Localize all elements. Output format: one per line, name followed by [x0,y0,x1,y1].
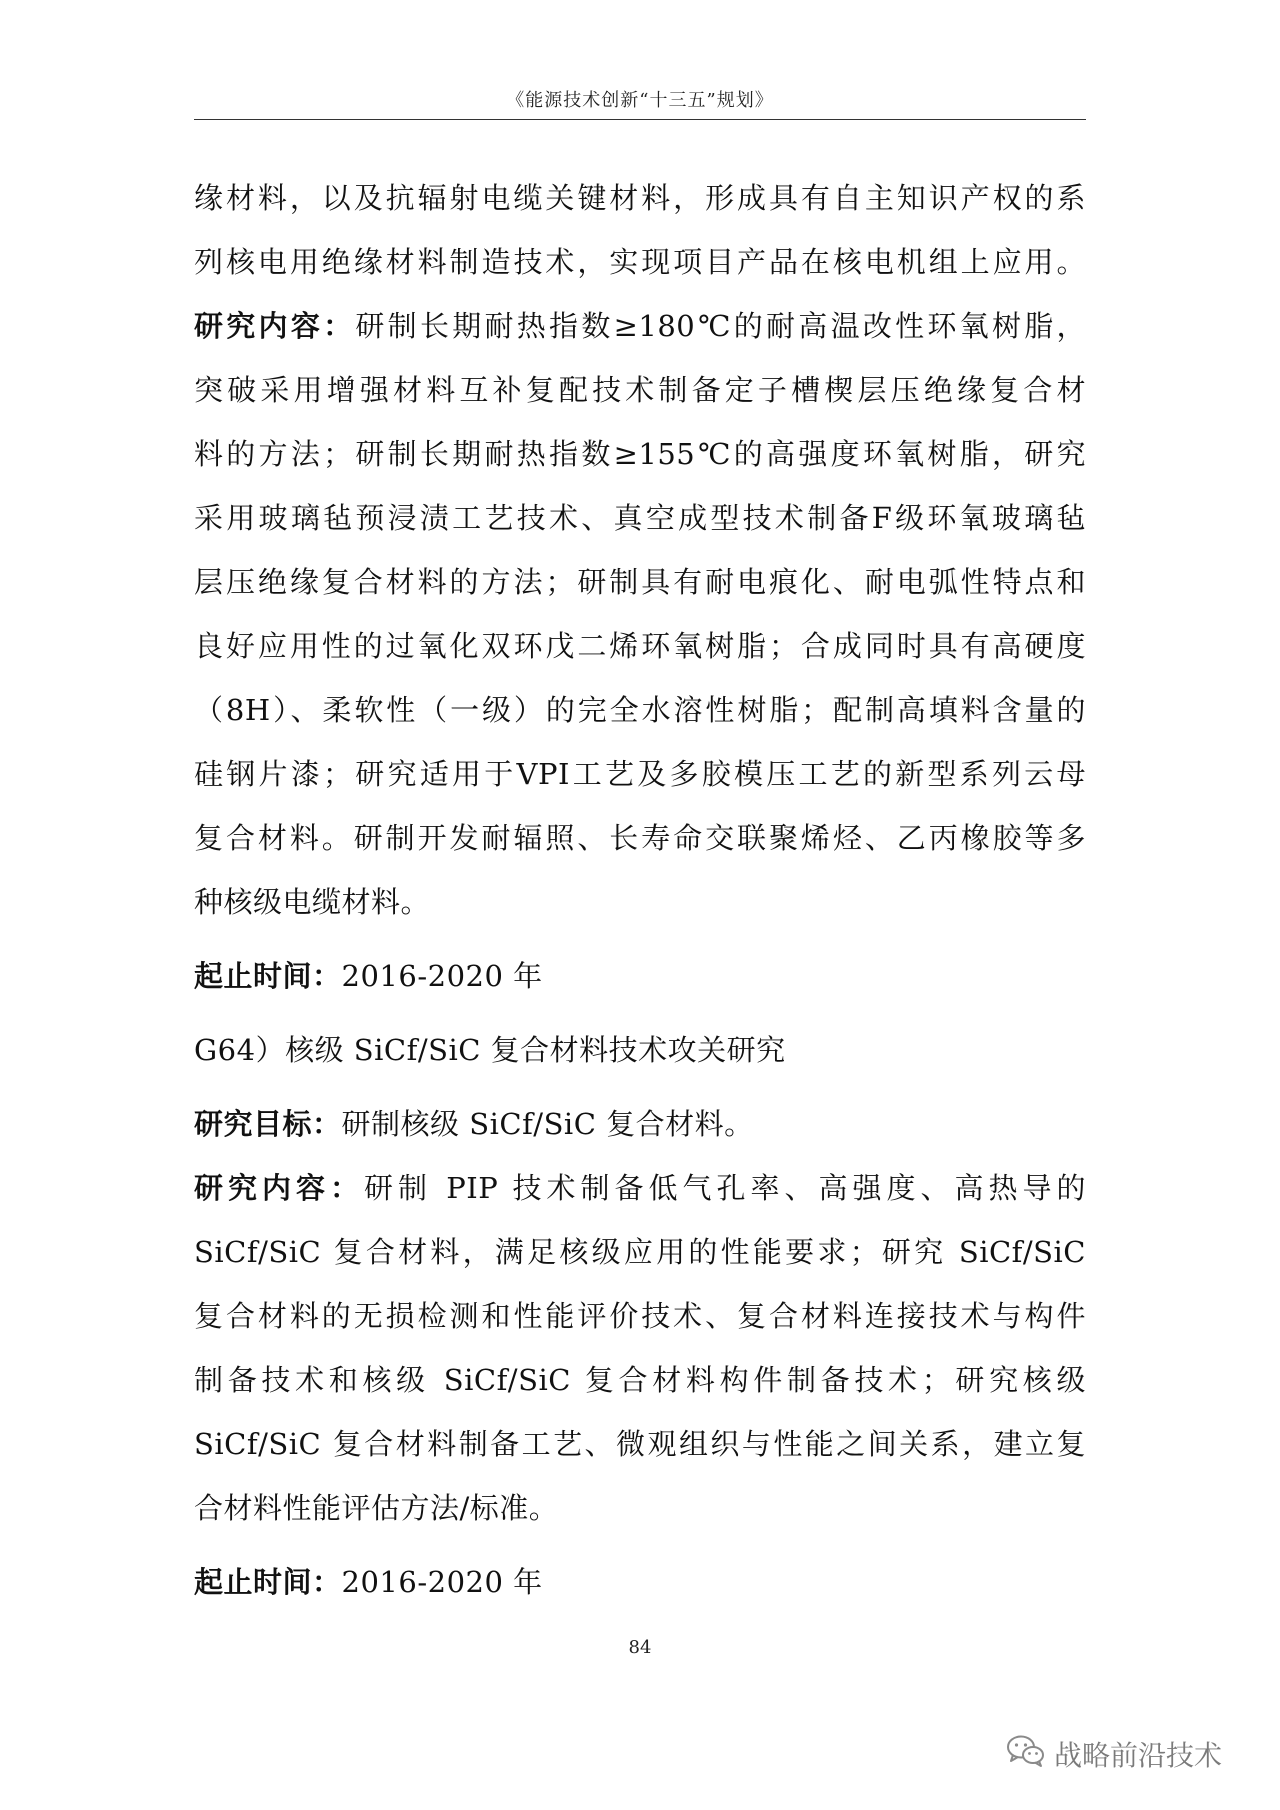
text-line: 研究目标：研制核级 SiCf/SiC 复合材料。 [194,1107,754,1141]
text-line: 研究内容：研制长期耐热指数≥180℃的耐高温改性环氧树脂， [194,309,1086,343]
text-line: 列核电用绝缘材料制造技术，实现项目产品在核电机组上应用。 [194,245,1086,279]
text-line: 复合材料的无损检测和性能评价技术、复合材料连接技术与构件 [194,1299,1086,1333]
text-line: 制备技术和核级 SiCf/SiC 复合材料构件制备技术；研究核级 [194,1363,1086,1397]
body-text [194,166,1086,1614]
text-line: 缘材料，以及抗辐射电缆关键材料，形成具有自主知识产权的系 [194,181,1086,215]
text-line: 料的方法；研制长期耐热指数≥155℃的高强度环氧树脂，研究 [194,437,1086,471]
running-header: 《能源技术创新“十三五”规划》 [506,90,774,111]
wechat-icon [1006,1734,1046,1775]
section-label: 起止时间： [194,1565,342,1599]
text-line: 突破采用增强材料互补复配技术制备定子槽楔层压绝缘复合材 [194,373,1086,407]
header-divider [194,119,1086,120]
project-heading: G64）核级 SiCf/SiC 复合材料技术攻关研究 [194,1033,786,1067]
text-line: 研究内容：研制 PIP 技术制备低气孔率、高强度、高热导的 [194,1171,1086,1205]
text-line: SiCf/SiC 复合材料，满足核级应用的性能要求；研究 SiCf/SiC [194,1235,1086,1269]
text-line: 合材料性能评估方法/标准。 [194,1491,559,1525]
section-label: 起止时间： [194,959,342,993]
section-label: 研究内容： [194,309,356,343]
text-line: （8H）、柔软性（一级）的完全水溶性树脂；配制高填料含量的 [194,693,1086,727]
text-line: 采用玻璃毡预浸渍工艺技术、真空成型技术制备F级环氧玻璃毡 [194,501,1086,535]
section-label: 研究内容： [194,1171,365,1205]
text-line: 层压绝缘复合材料的方法；研制具有耐电痕化、耐电弧性特点和 [194,565,1086,599]
text-line: 种核级电缆材料。 [194,885,431,919]
text-line: 良好应用性的过氧化双环戊二烯环氧树脂；合成同时具有高硬度 [194,629,1086,663]
text-line: 起止时间：2016-2020 年 [194,959,543,993]
watermark-text: 战略前沿技术 [1054,1739,1223,1772]
page-number: 84 [628,1637,652,1658]
wechat-watermark [1006,1732,1222,1776]
text-line: 硅钢片漆；研究适用于VPI工艺及多胶模压工艺的新型系列云母 [194,757,1086,791]
text-line: 复合材料。研制开发耐辐照、长寿命交联聚烯烃、乙丙橡胶等多 [194,821,1086,855]
text-line: 起止时间：2016-2020 年 [194,1565,543,1599]
text-line: SiCf/SiC 复合材料制备工艺、微观组织与性能之间关系，建立复 [194,1427,1086,1461]
section-label: 研究目标： [194,1107,342,1141]
